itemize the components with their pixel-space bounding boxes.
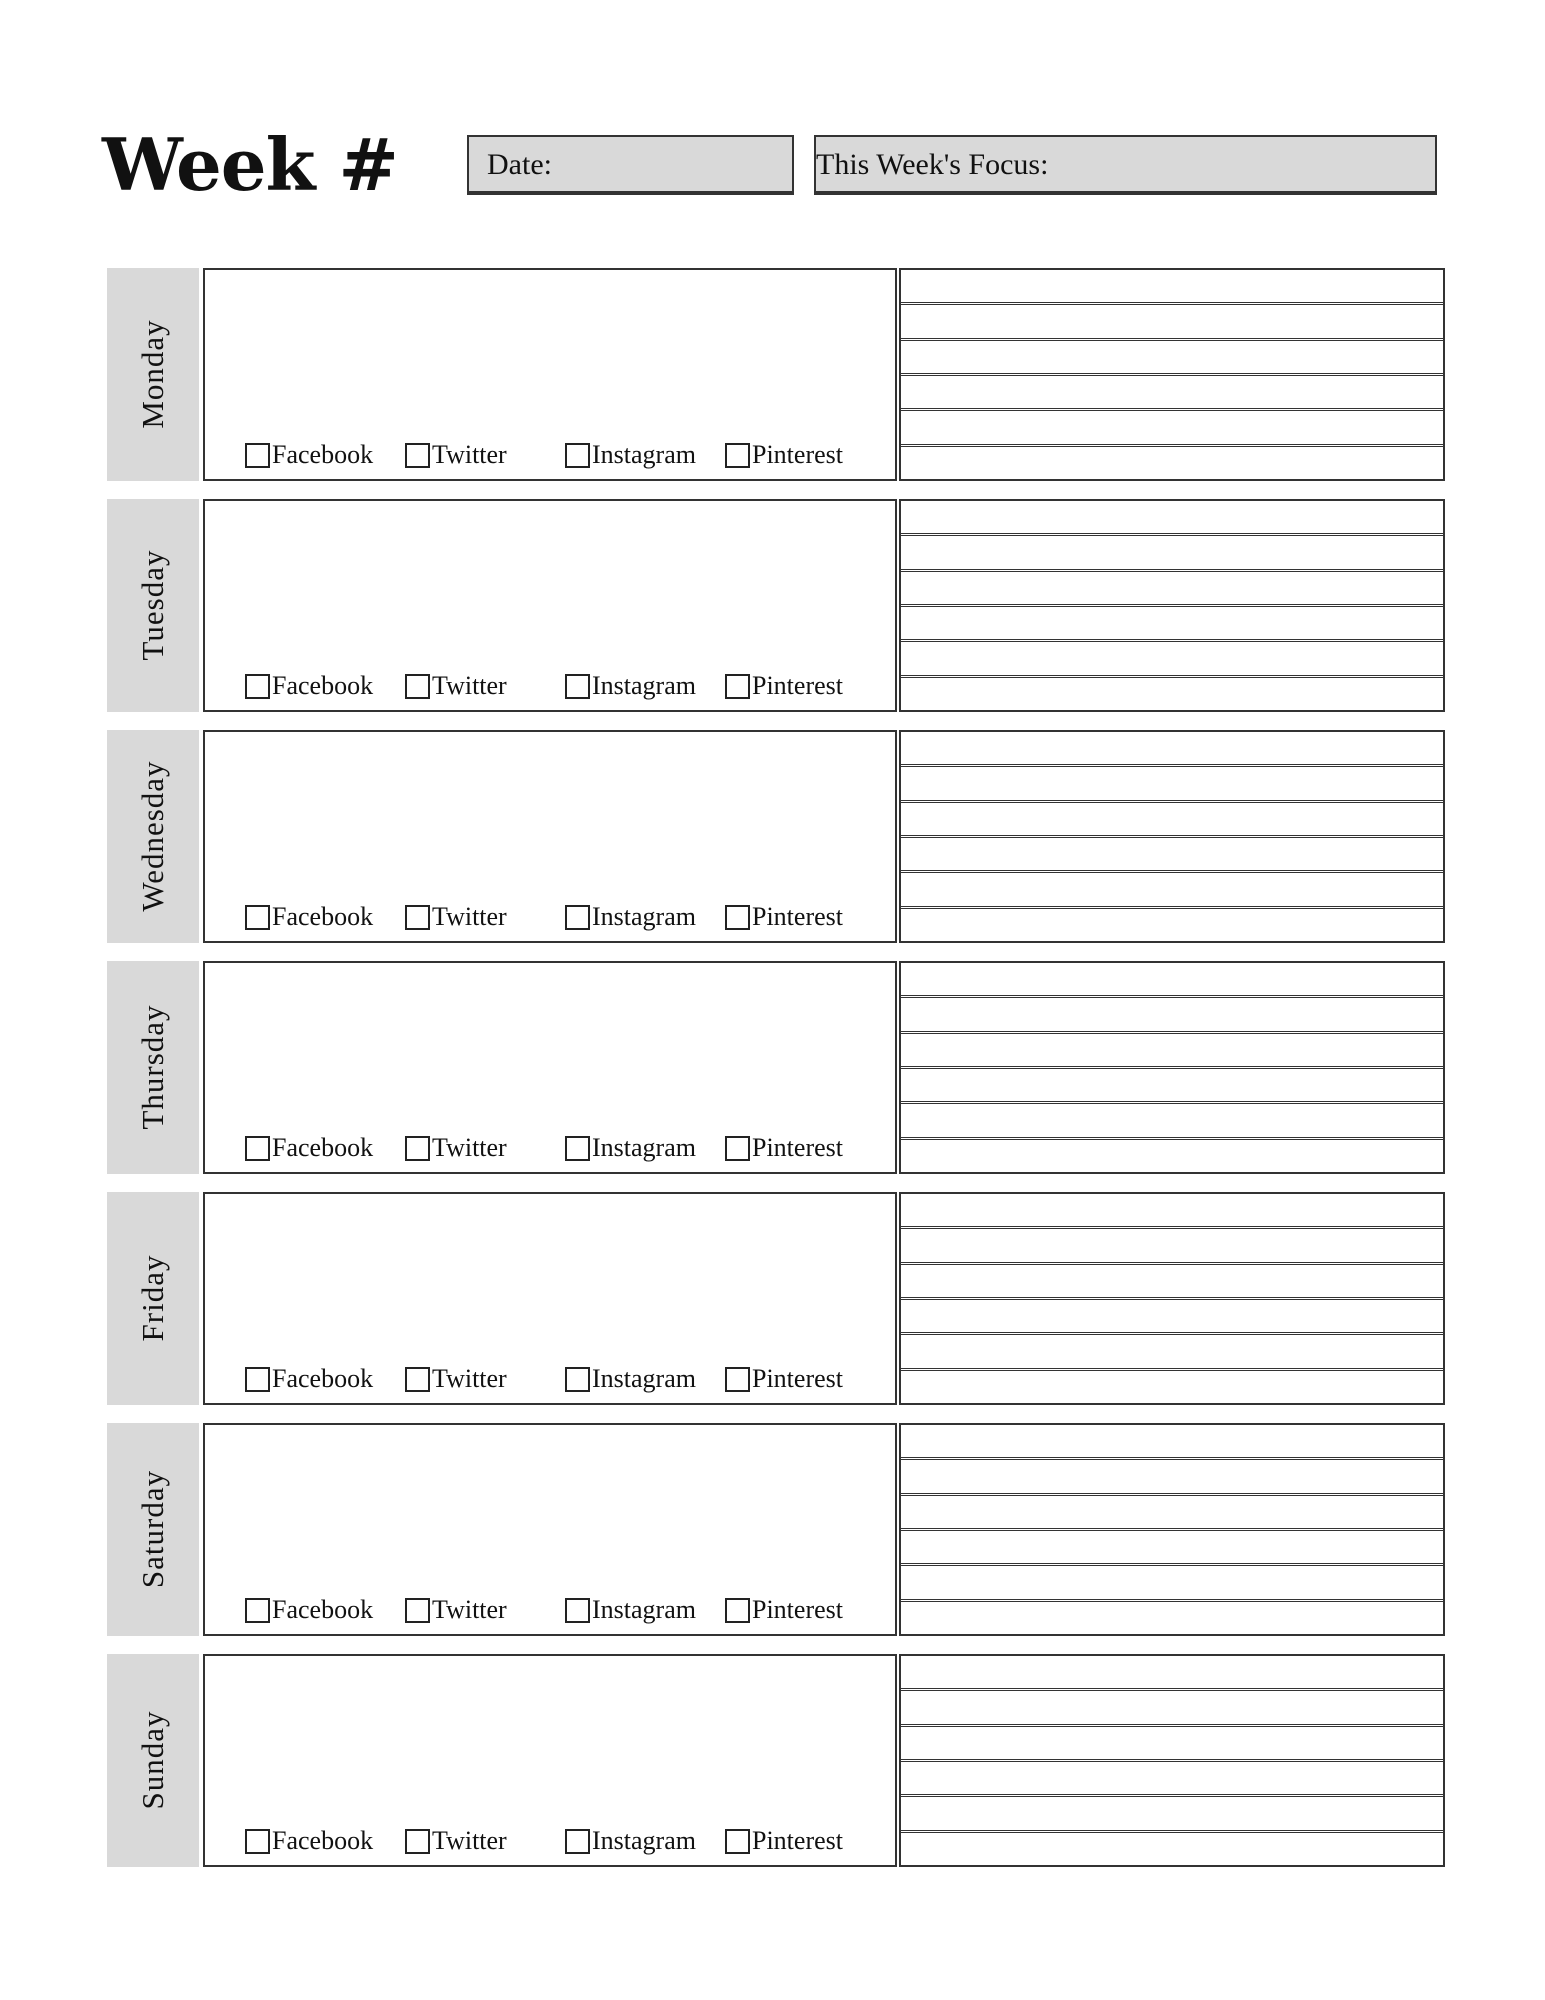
task-line[interactable]: [901, 732, 1443, 767]
platform-label: Pinterest: [752, 440, 843, 469]
checkbox-icon[interactable]: [565, 1367, 590, 1392]
platform-checkbox-twitter[interactable]: [405, 440, 507, 470]
day-name: Thursday: [135, 1004, 170, 1130]
task-line[interactable]: [901, 1460, 1443, 1495]
task-line[interactable]: [901, 1069, 1443, 1104]
platform-label: Instagram: [592, 1364, 696, 1393]
checkbox-icon[interactable]: [405, 905, 430, 930]
platform-label: Facebook: [272, 1826, 374, 1855]
task-line[interactable]: [901, 1566, 1443, 1601]
day-notes-area[interactable]: [203, 1423, 897, 1636]
platform-checkbox-twitter[interactable]: [405, 1133, 507, 1163]
day-notes-area[interactable]: [203, 499, 897, 712]
day-row-friday: [107, 1192, 1445, 1405]
checkbox-icon[interactable]: [565, 905, 590, 930]
page-title: Week #: [102, 122, 398, 207]
checkbox-icon[interactable]: [565, 1829, 590, 1854]
checkbox-icon[interactable]: [565, 1598, 590, 1623]
platform-label: Twitter: [432, 1364, 507, 1393]
day-name: Sunday: [135, 1710, 170, 1810]
task-line[interactable]: [901, 1531, 1443, 1566]
task-lines: [899, 730, 1445, 943]
day-row-wednesday: [107, 730, 1445, 943]
platform-label: Twitter: [432, 902, 507, 931]
day-name: Wednesday: [135, 760, 170, 912]
focus-field[interactable]: [814, 135, 1437, 195]
platform-label: Facebook: [272, 671, 374, 700]
platform-label: Twitter: [432, 440, 507, 469]
platform-label: Pinterest: [752, 1133, 843, 1162]
task-line[interactable]: [901, 678, 1443, 710]
platform-label: Facebook: [272, 1133, 374, 1162]
task-lines: [899, 1192, 1445, 1405]
checkbox-icon[interactable]: [725, 674, 750, 699]
checkbox-icon[interactable]: [405, 443, 430, 468]
platform-checkbox-instagram[interactable]: [565, 1364, 696, 1394]
day-notes-area[interactable]: [203, 268, 897, 481]
focus-label: This Week's Focus:: [816, 148, 1049, 181]
checkbox-icon[interactable]: [245, 905, 270, 930]
task-line[interactable]: [901, 536, 1443, 571]
checkbox-icon[interactable]: [245, 1829, 270, 1854]
day-name: Friday: [135, 1254, 170, 1342]
day-label: [107, 1423, 199, 1636]
task-line[interactable]: [901, 447, 1443, 479]
platform-checkbox-twitter[interactable]: [405, 671, 507, 701]
task-line[interactable]: [901, 270, 1443, 305]
task-line[interactable]: [901, 998, 1443, 1033]
platform-checkbox-pinterest[interactable]: [725, 902, 843, 932]
day-notes-area[interactable]: [203, 730, 897, 943]
task-line[interactable]: [901, 1265, 1443, 1300]
task-line[interactable]: [901, 1300, 1443, 1335]
day-name: Monday: [135, 319, 170, 429]
day-notes-area[interactable]: [203, 1654, 897, 1867]
task-line[interactable]: [901, 341, 1443, 376]
checkbox-icon[interactable]: [405, 1829, 430, 1854]
platform-label: Facebook: [272, 1364, 374, 1393]
task-line[interactable]: [901, 1727, 1443, 1762]
task-line[interactable]: [901, 767, 1443, 802]
platform-checkbox-pinterest[interactable]: [725, 1826, 843, 1856]
task-line[interactable]: [901, 1140, 1443, 1172]
platform-label: Pinterest: [752, 902, 843, 931]
date-field[interactable]: [467, 135, 794, 195]
task-line[interactable]: [901, 1496, 1443, 1531]
task-line[interactable]: [901, 1762, 1443, 1797]
platform-checkbox-pinterest[interactable]: [725, 1364, 843, 1394]
task-line[interactable]: [901, 1194, 1443, 1229]
task-lines: [899, 961, 1445, 1174]
platform-checkbox-instagram[interactable]: [565, 1595, 696, 1625]
platform-label: Twitter: [432, 671, 507, 700]
platform-label: Instagram: [592, 902, 696, 931]
task-line[interactable]: [901, 411, 1443, 446]
checkbox-icon[interactable]: [565, 674, 590, 699]
checkbox-icon[interactable]: [565, 443, 590, 468]
platform-checkbox-facebook[interactable]: [245, 671, 373, 701]
task-line[interactable]: [901, 909, 1443, 941]
platform-checkbox-instagram[interactable]: [565, 671, 696, 701]
task-line[interactable]: [901, 1797, 1443, 1832]
platform-checkbox-twitter[interactable]: [405, 1595, 507, 1625]
day-notes-area[interactable]: [203, 1192, 897, 1405]
platform-label: Facebook: [272, 440, 374, 469]
task-line[interactable]: [901, 642, 1443, 677]
platform-checkbox-twitter[interactable]: [405, 1364, 507, 1394]
task-line[interactable]: [901, 1602, 1443, 1634]
task-line[interactable]: [901, 607, 1443, 642]
task-line[interactable]: [901, 1833, 1443, 1865]
checkbox-icon[interactable]: [725, 443, 750, 468]
platform-label: Instagram: [592, 1826, 696, 1855]
checkbox-icon[interactable]: [245, 674, 270, 699]
platform-checkbox-facebook[interactable]: [245, 440, 373, 470]
task-line[interactable]: [901, 572, 1443, 607]
platform-label: Instagram: [592, 1595, 696, 1624]
platform-checkbox-pinterest[interactable]: [725, 440, 843, 470]
platform-label: Twitter: [432, 1826, 507, 1855]
checkbox-icon[interactable]: [245, 443, 270, 468]
platform-checkbox-instagram[interactable]: [565, 1826, 696, 1856]
platform-label: Pinterest: [752, 1364, 843, 1393]
day-label: [107, 961, 199, 1174]
task-line[interactable]: [901, 305, 1443, 340]
platform-label: Pinterest: [752, 1826, 843, 1855]
day-label: [107, 499, 199, 712]
task-lines: [899, 499, 1445, 712]
day-row-monday: [107, 268, 1445, 481]
checkbox-icon[interactable]: [565, 1136, 590, 1161]
task-lines: [899, 268, 1445, 481]
day-name: Saturday: [135, 1469, 170, 1589]
checkbox-icon[interactable]: [725, 905, 750, 930]
platform-label: Instagram: [592, 1133, 696, 1162]
platform-label: Instagram: [592, 671, 696, 700]
day-row-sunday: [107, 1654, 1445, 1867]
task-line[interactable]: [901, 1691, 1443, 1726]
platform-checkbox-facebook[interactable]: [245, 1364, 373, 1394]
platform-checkbox-pinterest[interactable]: [725, 671, 843, 701]
platform-label: Twitter: [432, 1595, 507, 1624]
task-line[interactable]: [901, 1034, 1443, 1069]
day-row-saturday: [107, 1423, 1445, 1636]
platform-checkbox-pinterest[interactable]: [725, 1133, 843, 1163]
task-line[interactable]: [901, 1371, 1443, 1403]
checkbox-icon[interactable]: [245, 1367, 270, 1392]
date-label: Date:: [487, 148, 552, 181]
checkbox-icon[interactable]: [725, 1829, 750, 1854]
day-label: [107, 1192, 199, 1405]
task-line[interactable]: [901, 963, 1443, 998]
platform-label: Pinterest: [752, 671, 843, 700]
task-line[interactable]: [901, 873, 1443, 908]
day-label: [107, 268, 199, 481]
platform-checkbox-instagram[interactable]: [565, 440, 696, 470]
checkbox-icon[interactable]: [245, 1136, 270, 1161]
checkbox-icon[interactable]: [405, 674, 430, 699]
platform-checkbox-twitter[interactable]: [405, 902, 507, 932]
day-row-tuesday: [107, 499, 1445, 712]
platform-checkbox-pinterest[interactable]: [725, 1595, 843, 1625]
checkbox-icon[interactable]: [405, 1136, 430, 1161]
checkbox-icon[interactable]: [405, 1598, 430, 1623]
checkbox-icon[interactable]: [245, 1598, 270, 1623]
task-line[interactable]: [901, 1229, 1443, 1264]
day-notes-area[interactable]: [203, 961, 897, 1174]
platform-label: Instagram: [592, 440, 696, 469]
day-name: Tuesday: [135, 549, 170, 661]
platform-label: Facebook: [272, 902, 374, 931]
checkbox-icon[interactable]: [405, 1367, 430, 1392]
task-line[interactable]: [901, 1104, 1443, 1139]
task-lines: [899, 1654, 1445, 1867]
task-line[interactable]: [901, 1335, 1443, 1370]
platform-checkbox-facebook[interactable]: [245, 1133, 373, 1163]
platform-checkbox-instagram[interactable]: [565, 1133, 696, 1163]
checkbox-icon[interactable]: [725, 1598, 750, 1623]
platform-checkbox-twitter[interactable]: [405, 1826, 507, 1856]
task-line[interactable]: [901, 838, 1443, 873]
platform-checkbox-facebook[interactable]: [245, 1595, 373, 1625]
checkbox-icon[interactable]: [725, 1367, 750, 1392]
platform-checkbox-facebook[interactable]: [245, 1826, 373, 1856]
day-label: [107, 730, 199, 943]
checkbox-icon[interactable]: [725, 1136, 750, 1161]
platform-label: Pinterest: [752, 1595, 843, 1624]
day-label: [107, 1654, 199, 1867]
platform-checkbox-instagram[interactable]: [565, 902, 696, 932]
task-line[interactable]: [901, 376, 1443, 411]
platform-label: Facebook: [272, 1595, 374, 1624]
platform-label: Twitter: [432, 1133, 507, 1162]
platform-checkbox-facebook[interactable]: [245, 902, 373, 932]
task-line[interactable]: [901, 803, 1443, 838]
task-lines: [899, 1423, 1445, 1636]
task-line[interactable]: [901, 1656, 1443, 1691]
task-line[interactable]: [901, 1425, 1443, 1460]
task-line[interactable]: [901, 501, 1443, 536]
day-row-thursday: [107, 961, 1445, 1174]
